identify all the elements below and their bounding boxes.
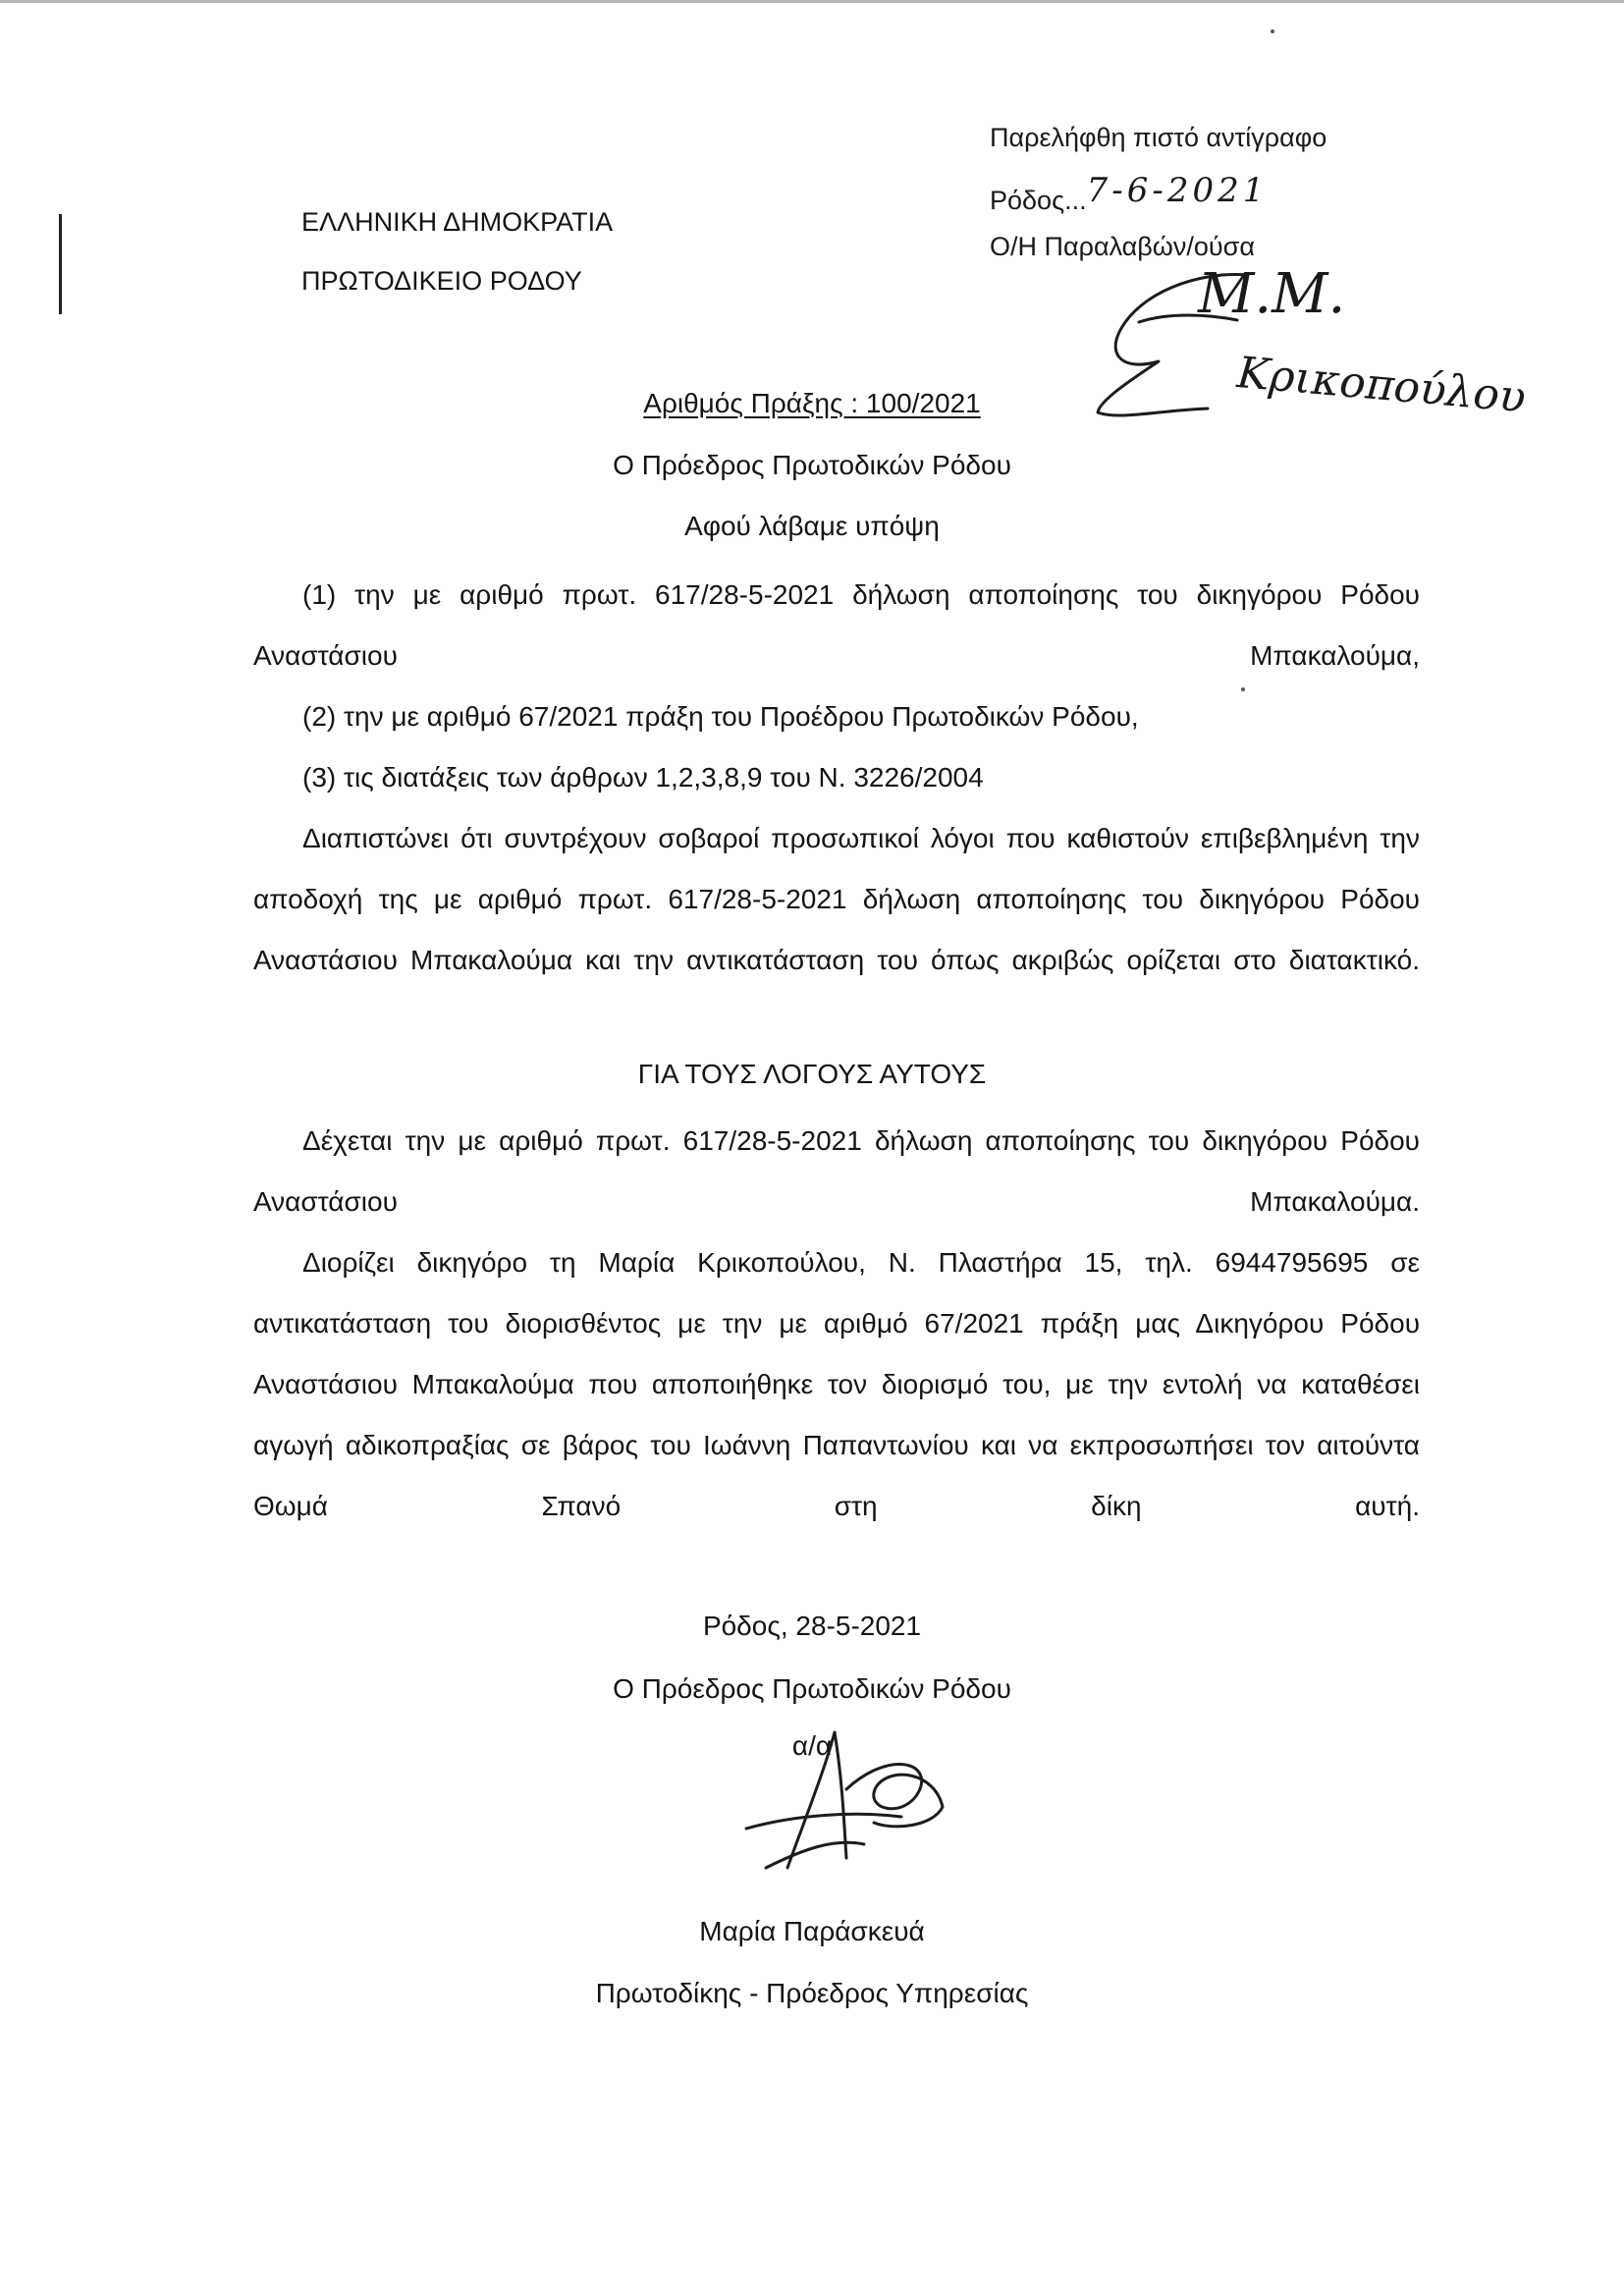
signature-place-date: Ρόδος, 28-5-2021	[702, 1611, 922, 1641]
consideration-2: (2) την με αριθμό 67/2021 πράξη του Προέδρου Πρωτοδικών Ρόδου,	[302, 701, 1139, 732]
act-number-text: Αριθμός Πράξης : 100/2021	[643, 388, 981, 418]
finding-paragraph: Διαπιστώνει ότι συντρέχουν σοβαροί προσωπικοί λόγοι που καθιστούν επιβεβλημένη την αποδοχή της με αριθμό πρωτ. 617/28-5-2021 δήλωση αποποίησης του δικηγόρου Ρόδου Αναστάσιου Μπακαλούμα και την αντικατάσταση του όπως ακριβώς ορίζεται στο διατακτικό.	[253, 823, 1420, 975]
stamp-place-line	[990, 171, 1269, 215]
signature-name: Μαρία Παράσκευά	[699, 1916, 925, 1946]
consideration-3: (3) τις διατάξεις των άρθρων 1,2,3,8,9 του Ν. 3226/2004	[302, 762, 984, 793]
scan-speck	[1271, 29, 1274, 33]
act-number	[0, 390, 1624, 417]
header-court: ΠΡΩΤΟΔΙΚΕΙΟ ΡΟΔΟΥ	[301, 266, 582, 296]
signature-role: Πρωτοδίκης - Πρόεδρος Υπηρεσίας	[595, 1978, 1029, 2008]
decision-accepts: Δέχεται την με αριθμό πρωτ. 617/28-5-2021 δήλωση αποποίησης του δικηγόρου Ρόδου Αναστάσιου Μπακαλούμα.	[253, 1125, 1420, 1217]
president-heading: Ο Πρόεδρος Πρωτοδικών Ρόδου	[613, 450, 1011, 480]
stamp-handwritten-initials: Μ.Μ.	[1198, 262, 1346, 326]
signature-aa: α/α	[791, 1730, 833, 1761]
reasons-heading: ΓΙΑ ΤΟΥΣ ΛΟΓΟΥΣ ΑΥΤΟΥΣ	[637, 1059, 987, 1089]
header-republic: ΕΛΛΗΝΙΚΗ ΔΗΜΟΚΡΑΤΙΑ	[301, 207, 614, 237]
president-signature	[727, 1721, 962, 1887]
stamp-handwritten-name: Κρικοπούλου	[1234, 348, 1528, 423]
stamp-place-label: Ρόδος	[990, 186, 1065, 215]
stamp-handwritten-date: 7-6-2021	[1086, 171, 1269, 210]
stamp-received-line: Παρελήφθη πιστό αντίγραφο	[990, 123, 1327, 152]
signature-title: Ο Πρόεδρος Πρωτοδικών Ρόδου	[613, 1673, 1011, 1704]
considering-heading: Αφού λάβαμε υπόψη	[684, 511, 940, 541]
stamp-dots: ...	[1064, 186, 1087, 215]
consideration-1: (1) την με αριθμό πρωτ. 617/28-5-2021 δήλωση αποποίησης του δικηγόρου Ρόδου Αναστάσιου Μπακαλούμα,	[253, 579, 1420, 671]
decision-appoints: Διορίζει δικηγόρο τη Μαρία Κρικοπούλου, Ν. Πλαστήρα 15, τηλ. 6944795695 σε αντικατάσταση του διορισθέντος με την με αριθμό 67/2021 πράξη μας Δικηγόρου Ρόδου Αναστάσιου Μπακαλούμα που αποποιήθηκε τον διορισμό του, με την εντολή να καταθέσει αγωγή αδικοπραξίας σε βάρος του Ιωάννη Παπαντωνίου και να εκπροσωπήσει τον αιτούντα Θωμά Σπανό στη δίκη αυτή.	[253, 1247, 1420, 1521]
stamp-recipient-line: Ο/Η Παραλαβών/ούσα	[990, 232, 1255, 261]
scan-top-edge	[0, 0, 1624, 3]
scan-margin-mark	[59, 214, 62, 314]
